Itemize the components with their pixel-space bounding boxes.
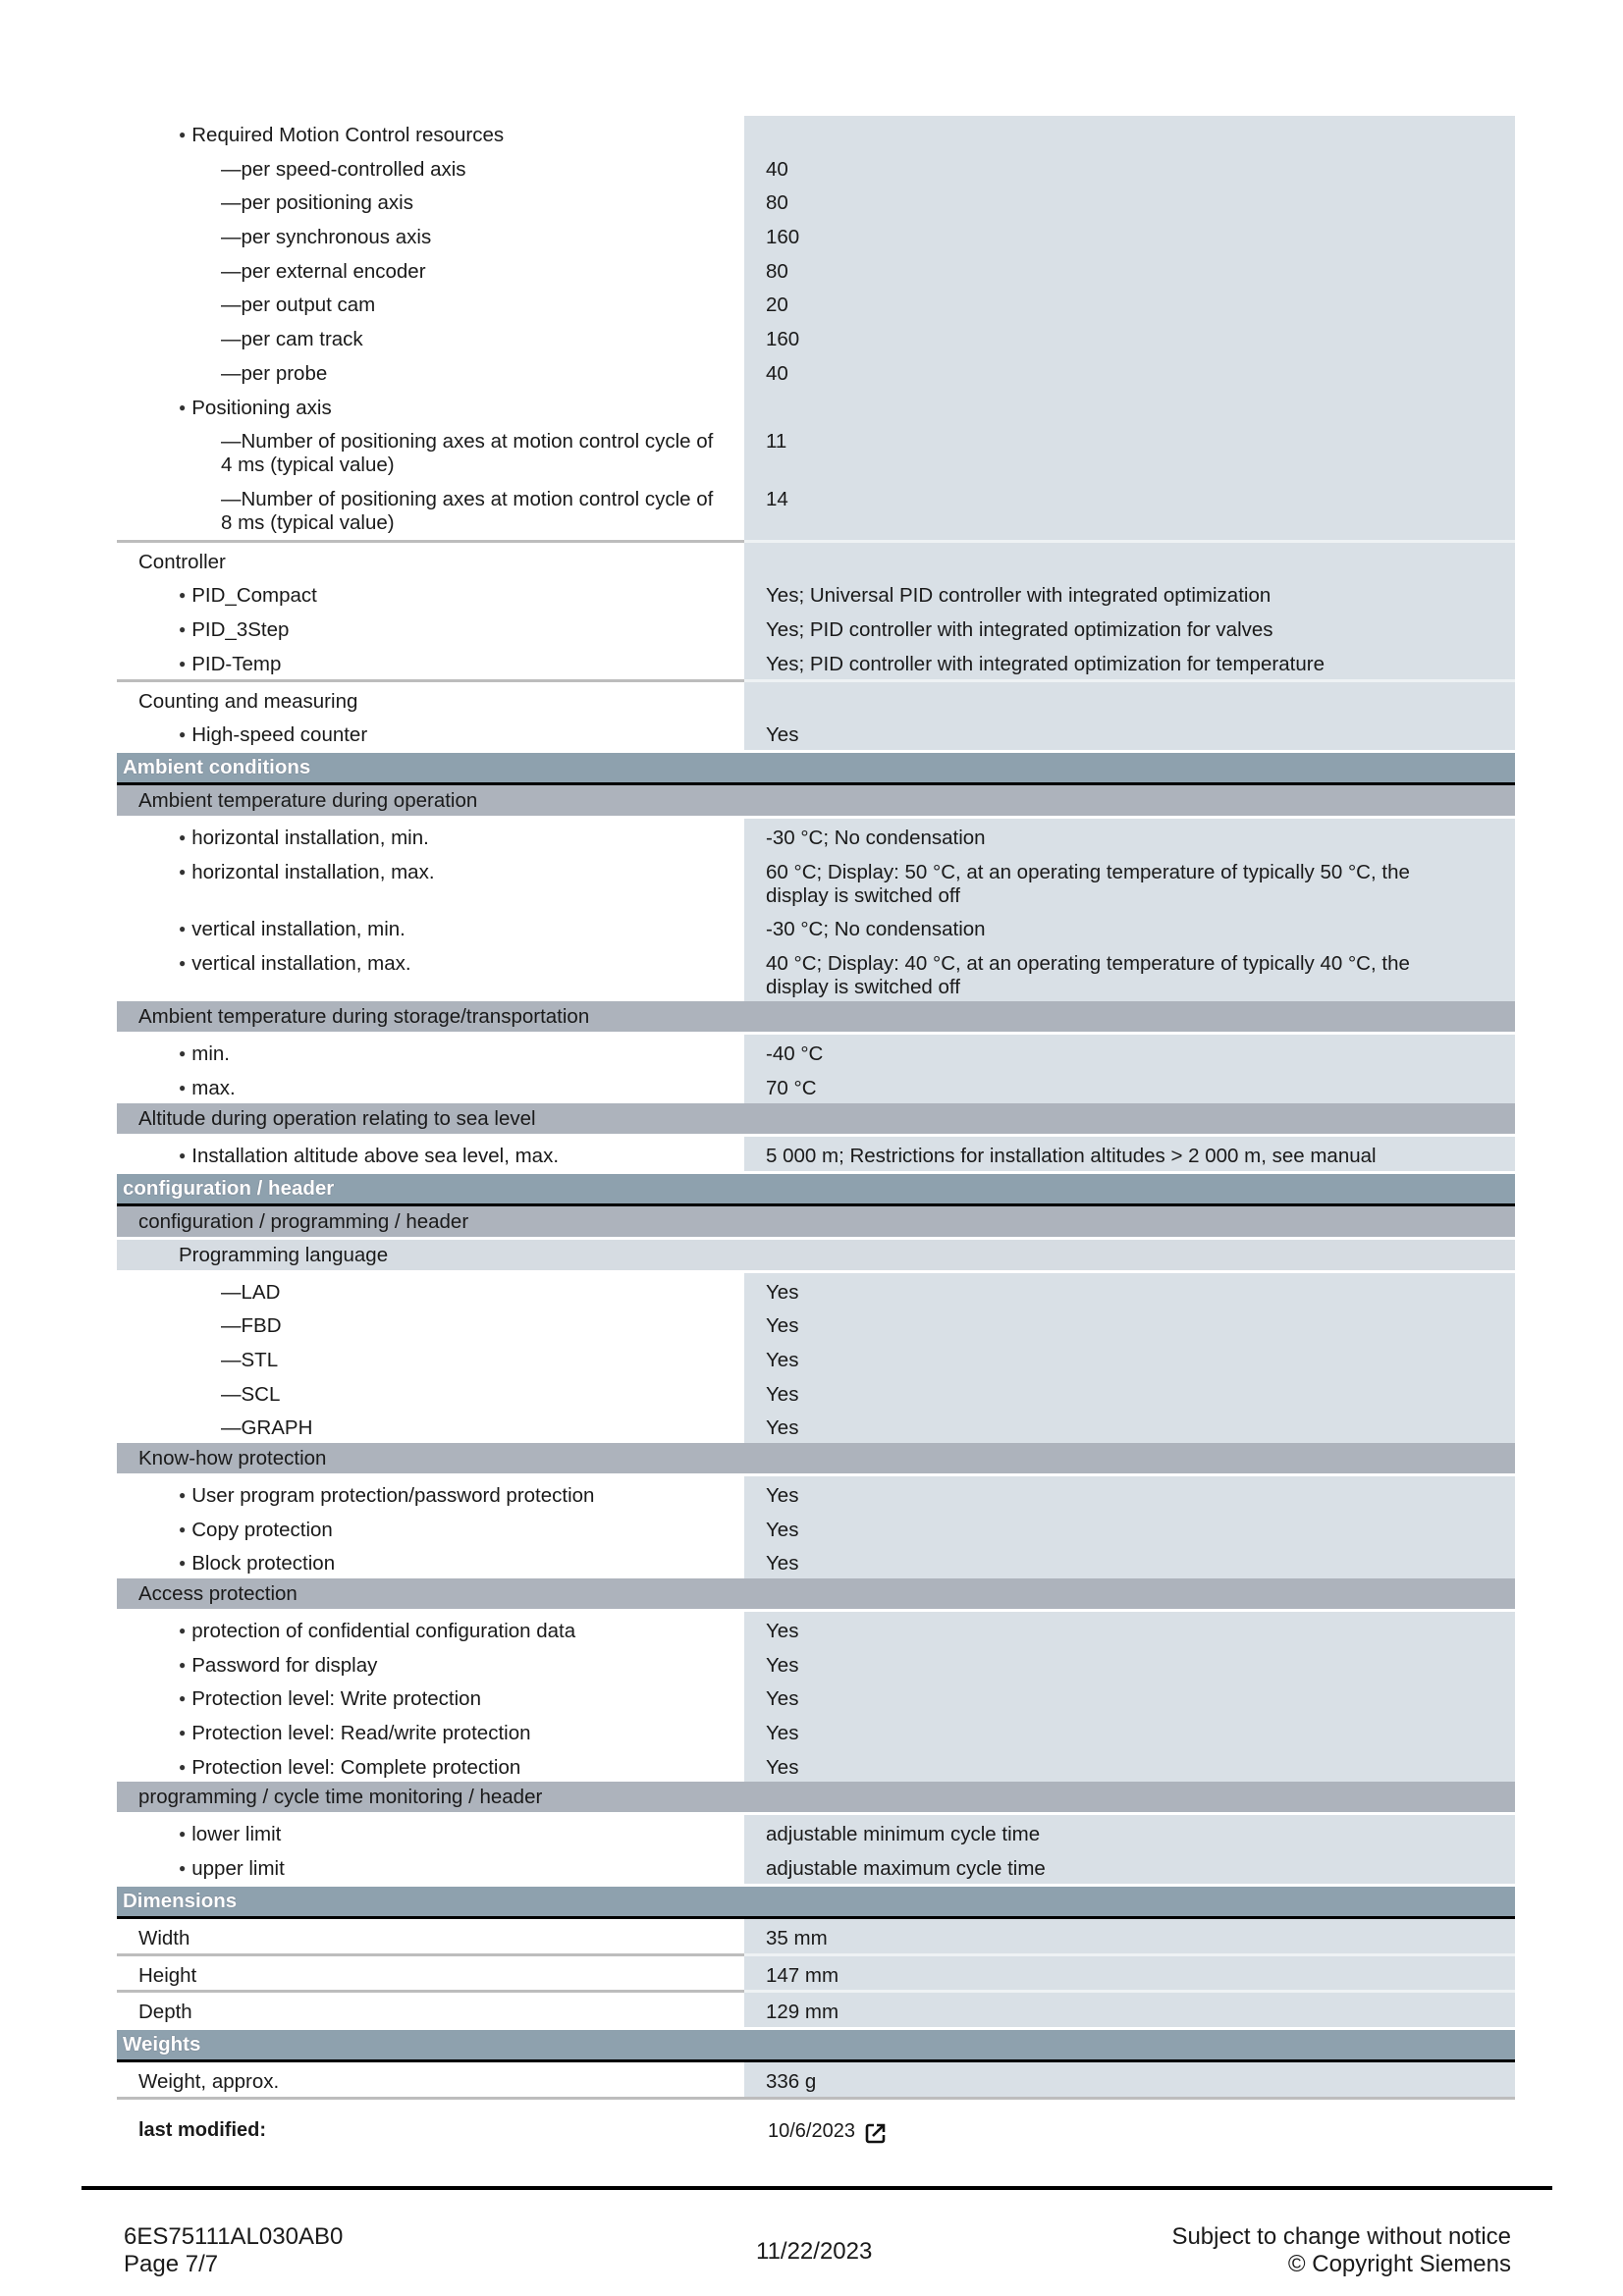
row-value: [744, 543, 1515, 577]
footer-right: [1171, 2223, 1511, 2278]
subheader-operation-temp: Ambient temperature during operation: [117, 785, 1515, 816]
row-label: — SCL: [117, 1375, 744, 1410]
row-label: ● protection of confidential configuration data: [117, 1612, 744, 1646]
external-link-icon[interactable]: [865, 2122, 885, 2142]
spec-row: [117, 354, 1515, 389]
row-value: 14: [744, 480, 1515, 540]
row-value: 40 °C; Display: 40 °C, at an operating temperature of typically 40 °C, the display is switched off: [744, 944, 1515, 1002]
row-label: — per positioning axis: [117, 184, 744, 218]
spec-row: [117, 1748, 1515, 1783]
row-label: ● Installation altitude above sea level, max.: [117, 1137, 744, 1171]
row-label: ● Password for display: [117, 1646, 744, 1681]
row-value: Yes: [744, 1646, 1515, 1681]
subheader-storage-temp: Ambient temperature during storage/transportation: [117, 1001, 1515, 1032]
spec-row: [117, 1815, 1515, 1849]
row-label: — per speed-controlled axis: [117, 150, 744, 185]
row-separator: [117, 2097, 1515, 2100]
row-value: 80: [744, 252, 1515, 287]
spec-row: [117, 1544, 1515, 1578]
row-label: ● vertical installation, min.: [117, 910, 744, 944]
spec-row: [117, 218, 1515, 252]
row-label: ● horizontal installation, min.: [117, 819, 744, 853]
subheader-altitude: Altitude during operation relating to sea level: [117, 1103, 1515, 1134]
row-label: ● Block protection: [117, 1544, 744, 1578]
spec-row: [117, 1375, 1515, 1410]
row-value: [744, 116, 1515, 150]
row-label: ● PID-Temp: [117, 645, 744, 679]
row-label-text: — Number of positioning axes at motion control cycle of 8 ms (typical value): [221, 488, 713, 534]
row-value: -30 °C; No condensation: [744, 819, 1515, 853]
row-value: 11: [744, 422, 1515, 480]
subheader-access: Access protection: [117, 1578, 1515, 1609]
spec-row: [117, 1476, 1515, 1511]
row-value: -30 °C; No condensation: [744, 910, 1515, 944]
row-value: Yes: [744, 1409, 1515, 1443]
spec-row: [117, 576, 1515, 611]
change-notice: Subject to change without notice: [1171, 2223, 1511, 2250]
row-label: ● High-speed counter: [117, 716, 744, 750]
row-label: ● Protection level: Complete protection: [117, 1748, 744, 1783]
row-value: 147 mm: [744, 1956, 1515, 1991]
subheader-knowhow: Know-how protection: [117, 1443, 1515, 1473]
spec-row: [117, 184, 1515, 218]
spec-row: [117, 422, 1515, 480]
row-value: Yes; Universal PID controller with integrated optimization: [744, 576, 1515, 611]
row-value: -40 °C: [744, 1035, 1515, 1069]
row-value: Yes: [744, 1307, 1515, 1341]
row-value: [744, 682, 1515, 717]
row-label: ● vertical installation, max.: [117, 944, 744, 1002]
row-value: Yes: [744, 1476, 1515, 1511]
row-label: Width: [138, 1926, 190, 1949]
article-number: 6ES75111AL030AB0: [124, 2223, 344, 2250]
spec-row: [117, 682, 1515, 717]
last-modified-label: last modified:: [138, 2119, 267, 2141]
spec-row: [117, 1307, 1515, 1341]
spec-row: [117, 543, 1515, 577]
footer-date: 11/22/2023: [756, 2238, 873, 2265]
row-label: Depth: [138, 2001, 192, 2024]
spec-row: [117, 1511, 1515, 1545]
row-label: Weight, approx.: [138, 2069, 280, 2093]
copyright: © Copyright Siemens: [1287, 2251, 1511, 2277]
row-label: — STL: [117, 1341, 744, 1375]
footer-rule: [81, 2186, 1552, 2190]
spec-row: [117, 1849, 1515, 1884]
spec-row: [117, 944, 1515, 1002]
row-label: — FBD: [117, 1307, 744, 1341]
row-value: Yes: [744, 1273, 1515, 1308]
row-value: 5 000 m; Restrictions for installation altitudes > 2 000 m, see manual: [744, 1137, 1515, 1171]
row-label: — GRAPH: [117, 1409, 744, 1443]
spec-row: [117, 1137, 1515, 1171]
section-header-weights: Weights: [117, 2030, 1515, 2059]
row-value: 70 °C: [744, 1069, 1515, 1103]
spec-row: [117, 1035, 1515, 1069]
row-label-text: — Number of positioning axes at motion control cycle of 4 ms (typical value): [221, 430, 713, 476]
row-label: ● Positioning axis: [117, 389, 744, 423]
row-label: ● Required Motion Control resources: [117, 116, 744, 150]
row-label: ● Copy protection: [117, 1511, 744, 1545]
spec-row: [117, 1409, 1515, 1443]
spec-row: [117, 1069, 1515, 1103]
row-value: 40: [744, 354, 1515, 389]
subheader-programming: configuration / programming / header: [117, 1206, 1515, 1237]
row-label: — per cam track: [117, 320, 744, 354]
row-value: Yes: [744, 1680, 1515, 1714]
row-value: 336 g: [744, 2062, 1515, 2097]
spec-row: [117, 1919, 1515, 1953]
section-header-ambient: Ambient conditions: [117, 753, 1515, 782]
spec-row: [117, 1680, 1515, 1714]
spec-row: [117, 611, 1515, 645]
group-label: Controller: [138, 550, 226, 573]
spec-row: [117, 1612, 1515, 1646]
row-value: Yes; PID controller with integrated optimization for valves: [744, 611, 1515, 645]
row-value: 60 °C; Display: 50 °C, at an operating temperature of typically 50 °C, the display is switched off: [744, 853, 1515, 911]
row-value: 20: [744, 286, 1515, 320]
row-value: Yes: [744, 1375, 1515, 1410]
spec-row: [117, 819, 1515, 853]
row-label: ● User program protection/password protection: [117, 1476, 744, 1511]
row-value: [744, 389, 1515, 423]
row-value: adjustable maximum cycle time: [744, 1849, 1515, 1884]
subheader-cycle-time: programming / cycle time monitoring / header: [117, 1782, 1515, 1812]
row-value: Yes: [744, 1511, 1515, 1545]
spec-row: [117, 480, 1515, 540]
row-label: ● min.: [117, 1035, 744, 1069]
row-label: ● upper limit: [117, 1849, 744, 1884]
group-label: Counting and measuring: [138, 689, 358, 713]
row-value: 129 mm: [744, 1993, 1515, 2027]
row-value: Yes: [744, 1612, 1515, 1646]
spec-row: [117, 1956, 1515, 1991]
last-modified-date: 10/6/2023: [768, 2120, 855, 2142]
row-value: 40: [744, 150, 1515, 185]
row-value: Yes; PID controller with integrated optimization for temperature: [744, 645, 1515, 679]
spec-row: [117, 1714, 1515, 1748]
row-value: 80: [744, 184, 1515, 218]
row-label: [117, 422, 744, 480]
row-value: 160: [744, 320, 1515, 354]
row-label: ● Protection level: Read/write protection: [117, 1714, 744, 1748]
footer-left: [124, 2223, 343, 2278]
spec-row: [117, 286, 1515, 320]
row-value: Yes: [744, 1748, 1515, 1783]
spec-row: [117, 853, 1515, 911]
row-label: ● horizontal installation, max.: [117, 853, 744, 911]
row-value: Yes: [744, 1714, 1515, 1748]
row-label: — per synchronous axis: [117, 218, 744, 252]
row-value: Yes: [744, 1341, 1515, 1375]
spec-row: [117, 1993, 1515, 2027]
row-label: [117, 480, 744, 540]
spec-row: [117, 150, 1515, 185]
row-label: — per output cam: [117, 286, 744, 320]
row-label: — per probe: [117, 354, 744, 389]
spec-row: [117, 2062, 1515, 2097]
row-value: adjustable minimum cycle time: [744, 1815, 1515, 1849]
row-label: ● PID_Compact: [117, 576, 744, 611]
last-modified-value: [768, 2120, 885, 2143]
spec-row: [117, 116, 1515, 150]
page-number: Page 7/7: [124, 2251, 219, 2277]
section-header-configuration: configuration / header: [117, 1174, 1515, 1203]
row-value: 160: [744, 218, 1515, 252]
row-label: ● max.: [117, 1069, 744, 1103]
spec-row: [117, 910, 1515, 944]
spec-row: [117, 1341, 1515, 1375]
row-value: 35 mm: [744, 1919, 1515, 1953]
spec-row: [117, 645, 1515, 679]
spec-row: [117, 1646, 1515, 1681]
spec-row: [117, 1273, 1515, 1308]
spec-row: [117, 320, 1515, 354]
row-label: — LAD: [117, 1273, 744, 1308]
spec-row: [117, 716, 1515, 750]
group-programming-language: Programming language: [117, 1240, 1515, 1270]
spec-table: [117, 116, 1515, 2100]
row-label: — per external encoder: [117, 252, 744, 287]
row-value: Yes: [744, 716, 1515, 750]
row-label: ● PID_3Step: [117, 611, 744, 645]
row-label: Height: [138, 1963, 197, 1987]
row-value: Yes: [744, 1544, 1515, 1578]
section-header-dimensions: Dimensions: [117, 1887, 1515, 1916]
row-label: ● Protection level: Write protection: [117, 1680, 744, 1714]
spec-row: [117, 389, 1515, 423]
spec-row: [117, 252, 1515, 287]
row-label: ● lower limit: [117, 1815, 744, 1849]
